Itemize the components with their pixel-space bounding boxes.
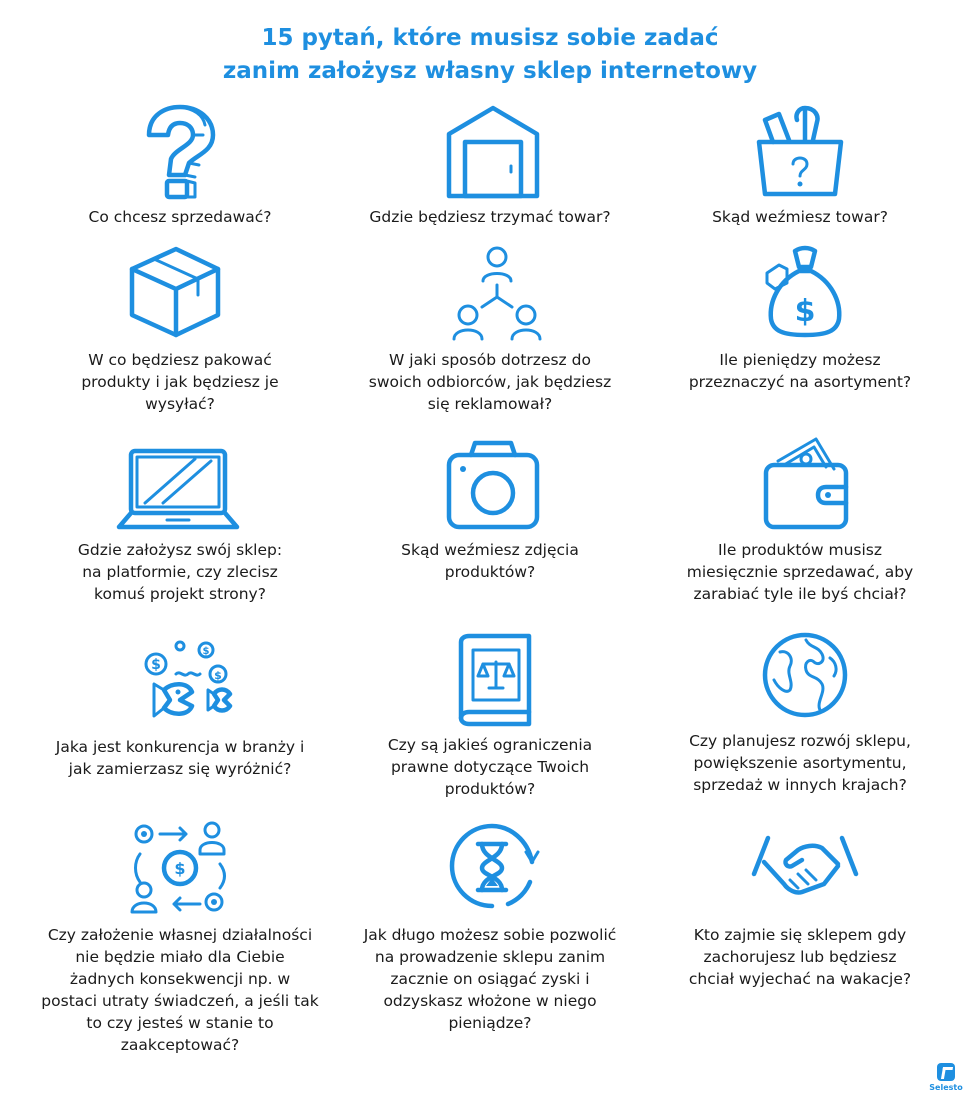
- svg-text:$: $: [794, 294, 816, 329]
- question-text: Czy założenie własnej działalności nie będzie miało dla Ciebie żadnych konsekwencji np. w postaci utraty świadczeń, a jeśli tak to czy jesteś w stanie to zaakceptować?: [41, 926, 319, 1054]
- question-item: [330, 630, 650, 810]
- selesto-logo-icon: [937, 1063, 955, 1081]
- audience-network-icon: [450, 245, 544, 341]
- svg-text:$: $: [174, 859, 186, 878]
- money-bag-icon: [765, 245, 845, 337]
- question-item: [640, 630, 960, 810]
- question-item: [640, 435, 960, 620]
- question-item: [20, 245, 340, 425]
- business-cycle-icon: [130, 820, 230, 918]
- question-item: [20, 435, 340, 620]
- question-item: [640, 245, 960, 425]
- question-item: [330, 820, 650, 1060]
- globe-icon: [760, 630, 850, 720]
- warehouse-icon: [445, 104, 541, 198]
- question-text: Jaka jest konkurencja w branży i jak zamierzasz się wyróżnić?: [55, 738, 305, 778]
- laptop-icon: [115, 447, 241, 533]
- question-item: [20, 100, 340, 240]
- question-item: [330, 245, 650, 425]
- question-item: [640, 100, 960, 240]
- wallet-icon: [762, 435, 852, 531]
- question-text: Czy planujesz rozwój sklepu, powiększenie asortymentu, sprzedaż w innych krajach?: [689, 732, 911, 794]
- question-text: Skąd weźmiesz towar?: [712, 208, 888, 226]
- title-line-2: zanim założysz własny sklep internetowy: [222, 58, 758, 84]
- question-item: [330, 435, 650, 620]
- question-text: Ile produktów musisz miesięcznie sprzedawać, aby zarabiać tyle ile byś chciał?: [686, 541, 914, 603]
- handshake-icon: [750, 834, 860, 910]
- package-box-icon: [128, 245, 222, 339]
- mystery-box-icon: [755, 104, 845, 198]
- page-title: [0, 22, 980, 88]
- question-mark-icon: [135, 105, 225, 200]
- question-text: W co będziesz pakować produkty i jak będziesz je wysyłać?: [81, 351, 279, 413]
- question-item: [640, 820, 960, 1060]
- hourglass-icon: [448, 822, 542, 916]
- question-text: W jaki sposób dotrzesz do swoich odbiorców, jak będziesz się reklamował?: [368, 351, 612, 413]
- camera-icon: [445, 439, 541, 531]
- question-item: [20, 820, 340, 1060]
- law-book-icon: [455, 632, 535, 728]
- question-item: [330, 100, 650, 240]
- question-text: Co chcesz sprzedawać?: [88, 208, 272, 226]
- svg-text:$: $: [151, 657, 161, 673]
- question-text: Kto zajmie się sklepem gdy zachorujesz lub będziesz chciał wyjechać na wakacje?: [688, 926, 912, 988]
- question-text: Czy są jakieś ograniczenia prawne dotyczące Twoich produktów?: [387, 736, 593, 798]
- competition-fish-icon: [132, 634, 238, 724]
- question-text: Jak długo możesz sobie pozwolić na prowadzenie sklepu zanim zacznie on osiągać zyski i odzyskasz włożone w niego pieniądze?: [363, 926, 617, 1032]
- svg-text:$: $: [202, 646, 210, 657]
- svg-text:$: $: [214, 669, 222, 682]
- question-text: Skąd weźmiesz zdjęcia produktów?: [401, 541, 579, 581]
- question-text: Gdzie będziesz trzymać towar?: [369, 208, 611, 226]
- question-item: [20, 630, 340, 810]
- brand-logo[interactable]: [926, 1063, 966, 1092]
- brand-name: Selesto: [929, 1083, 963, 1092]
- title-line-1: 15 pytań, które musisz sobie zadać: [261, 25, 719, 51]
- question-text: Gdzie założysz swój sklep: na platformie, czy zlecisz komuś projekt strony?: [77, 541, 283, 603]
- question-text: Ile pieniędzy możesz przeznaczyć na asortyment?: [688, 351, 912, 391]
